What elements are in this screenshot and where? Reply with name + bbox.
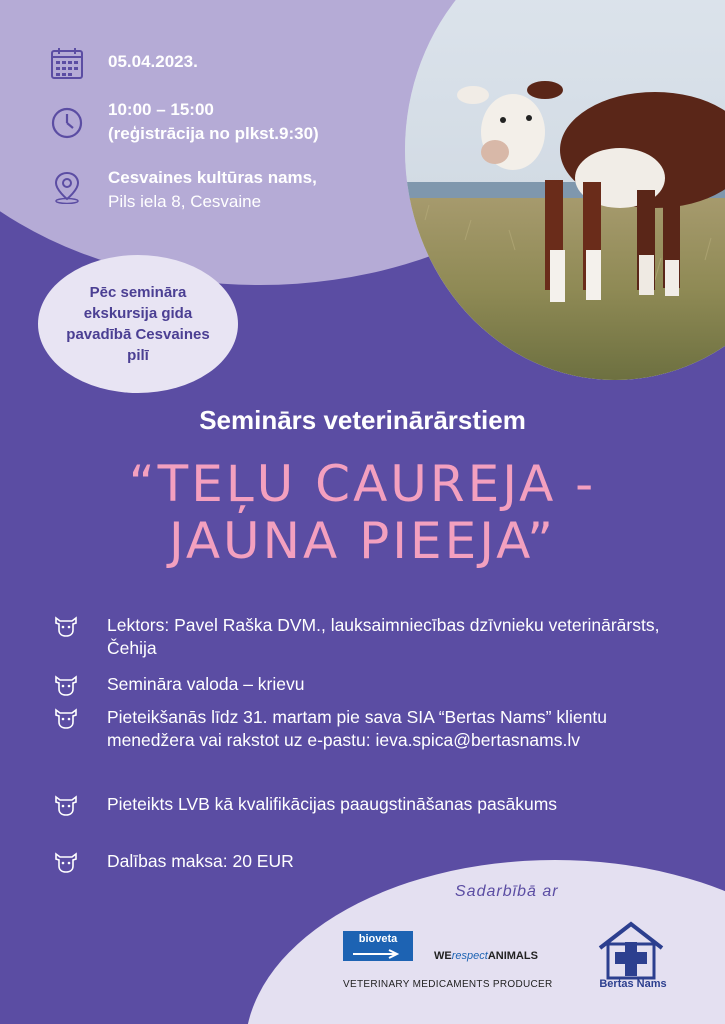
- bullet-lecturer: Lektors: Pavel Raška DVM., lauksaimniecības dzīvnieku veterinārārsts, Čehija: [107, 615, 660, 658]
- we-text: WE: [434, 950, 452, 962]
- event-time: 10:00 – 15:00: [108, 100, 214, 119]
- clock-icon: [50, 106, 84, 140]
- cow-head-icon: [52, 673, 80, 697]
- bullet-fee: Dalības maksa: 20 EUR: [107, 851, 294, 871]
- respect-text: respect: [451, 950, 488, 962]
- animals-text: ANIMALS: [487, 950, 538, 962]
- main-title-line-2: JAUNA PIEEJA”: [168, 512, 557, 570]
- cow-head-icon: [52, 614, 80, 638]
- veterinary-producer-text: VETERINARY MEDICAMENTS PRODUCER: [343, 979, 553, 990]
- calendar-icon: [50, 46, 84, 80]
- event-registration: (reģistrācija no plkst.9:30): [108, 124, 319, 143]
- we-respect-animals-logo: [434, 950, 538, 962]
- bertas-nams-logo-text: Bertas Nams: [599, 978, 667, 990]
- bioveta-logo-text: bioveta: [343, 931, 413, 947]
- bullet-registration: Pieteikšanās līdz 31. martam pie sava SIA “Bertas Nams” klientu menedžera vai rakstot uz e-pastu: ieva.spica@bertasnams.lv: [107, 707, 607, 750]
- seminar-title: Seminārs veterinārārstiem: [199, 405, 526, 435]
- bertas-nams-house-icon: [594, 920, 668, 980]
- cow-head-icon: [52, 850, 80, 874]
- excursion-text: Pēc semināra ekskursija gida pavadībā Cesvaines pilī: [66, 284, 210, 364]
- calf-photo-frame: [405, 0, 725, 380]
- calf-photo: [405, 0, 725, 380]
- event-venue: Cesvaines kultūras nams,: [108, 168, 317, 187]
- event-date: 05.04.2023.: [108, 52, 198, 71]
- bioveta-arrow-icon: [343, 947, 413, 961]
- excursion-bubble: [38, 255, 238, 393]
- bioveta-logo: [343, 931, 413, 961]
- bullet-language: Semināra valoda – krievu: [107, 674, 305, 694]
- partners-label: Sadarbībā ar: [455, 883, 559, 900]
- cow-head-icon: [52, 793, 80, 817]
- location-pin-icon: [50, 170, 84, 204]
- event-time-block: [108, 98, 319, 146]
- main-title-line-1: “TEĻU CAUREJA -: [128, 455, 597, 513]
- event-venue-block: [108, 166, 317, 214]
- bullet-accreditation: Pieteikts LVB kā kvalifikācijas paaugstināšanas pasākums: [107, 794, 558, 814]
- event-address: Pils iela 8, Cesvaine: [108, 192, 262, 211]
- cow-head-icon: [52, 706, 80, 730]
